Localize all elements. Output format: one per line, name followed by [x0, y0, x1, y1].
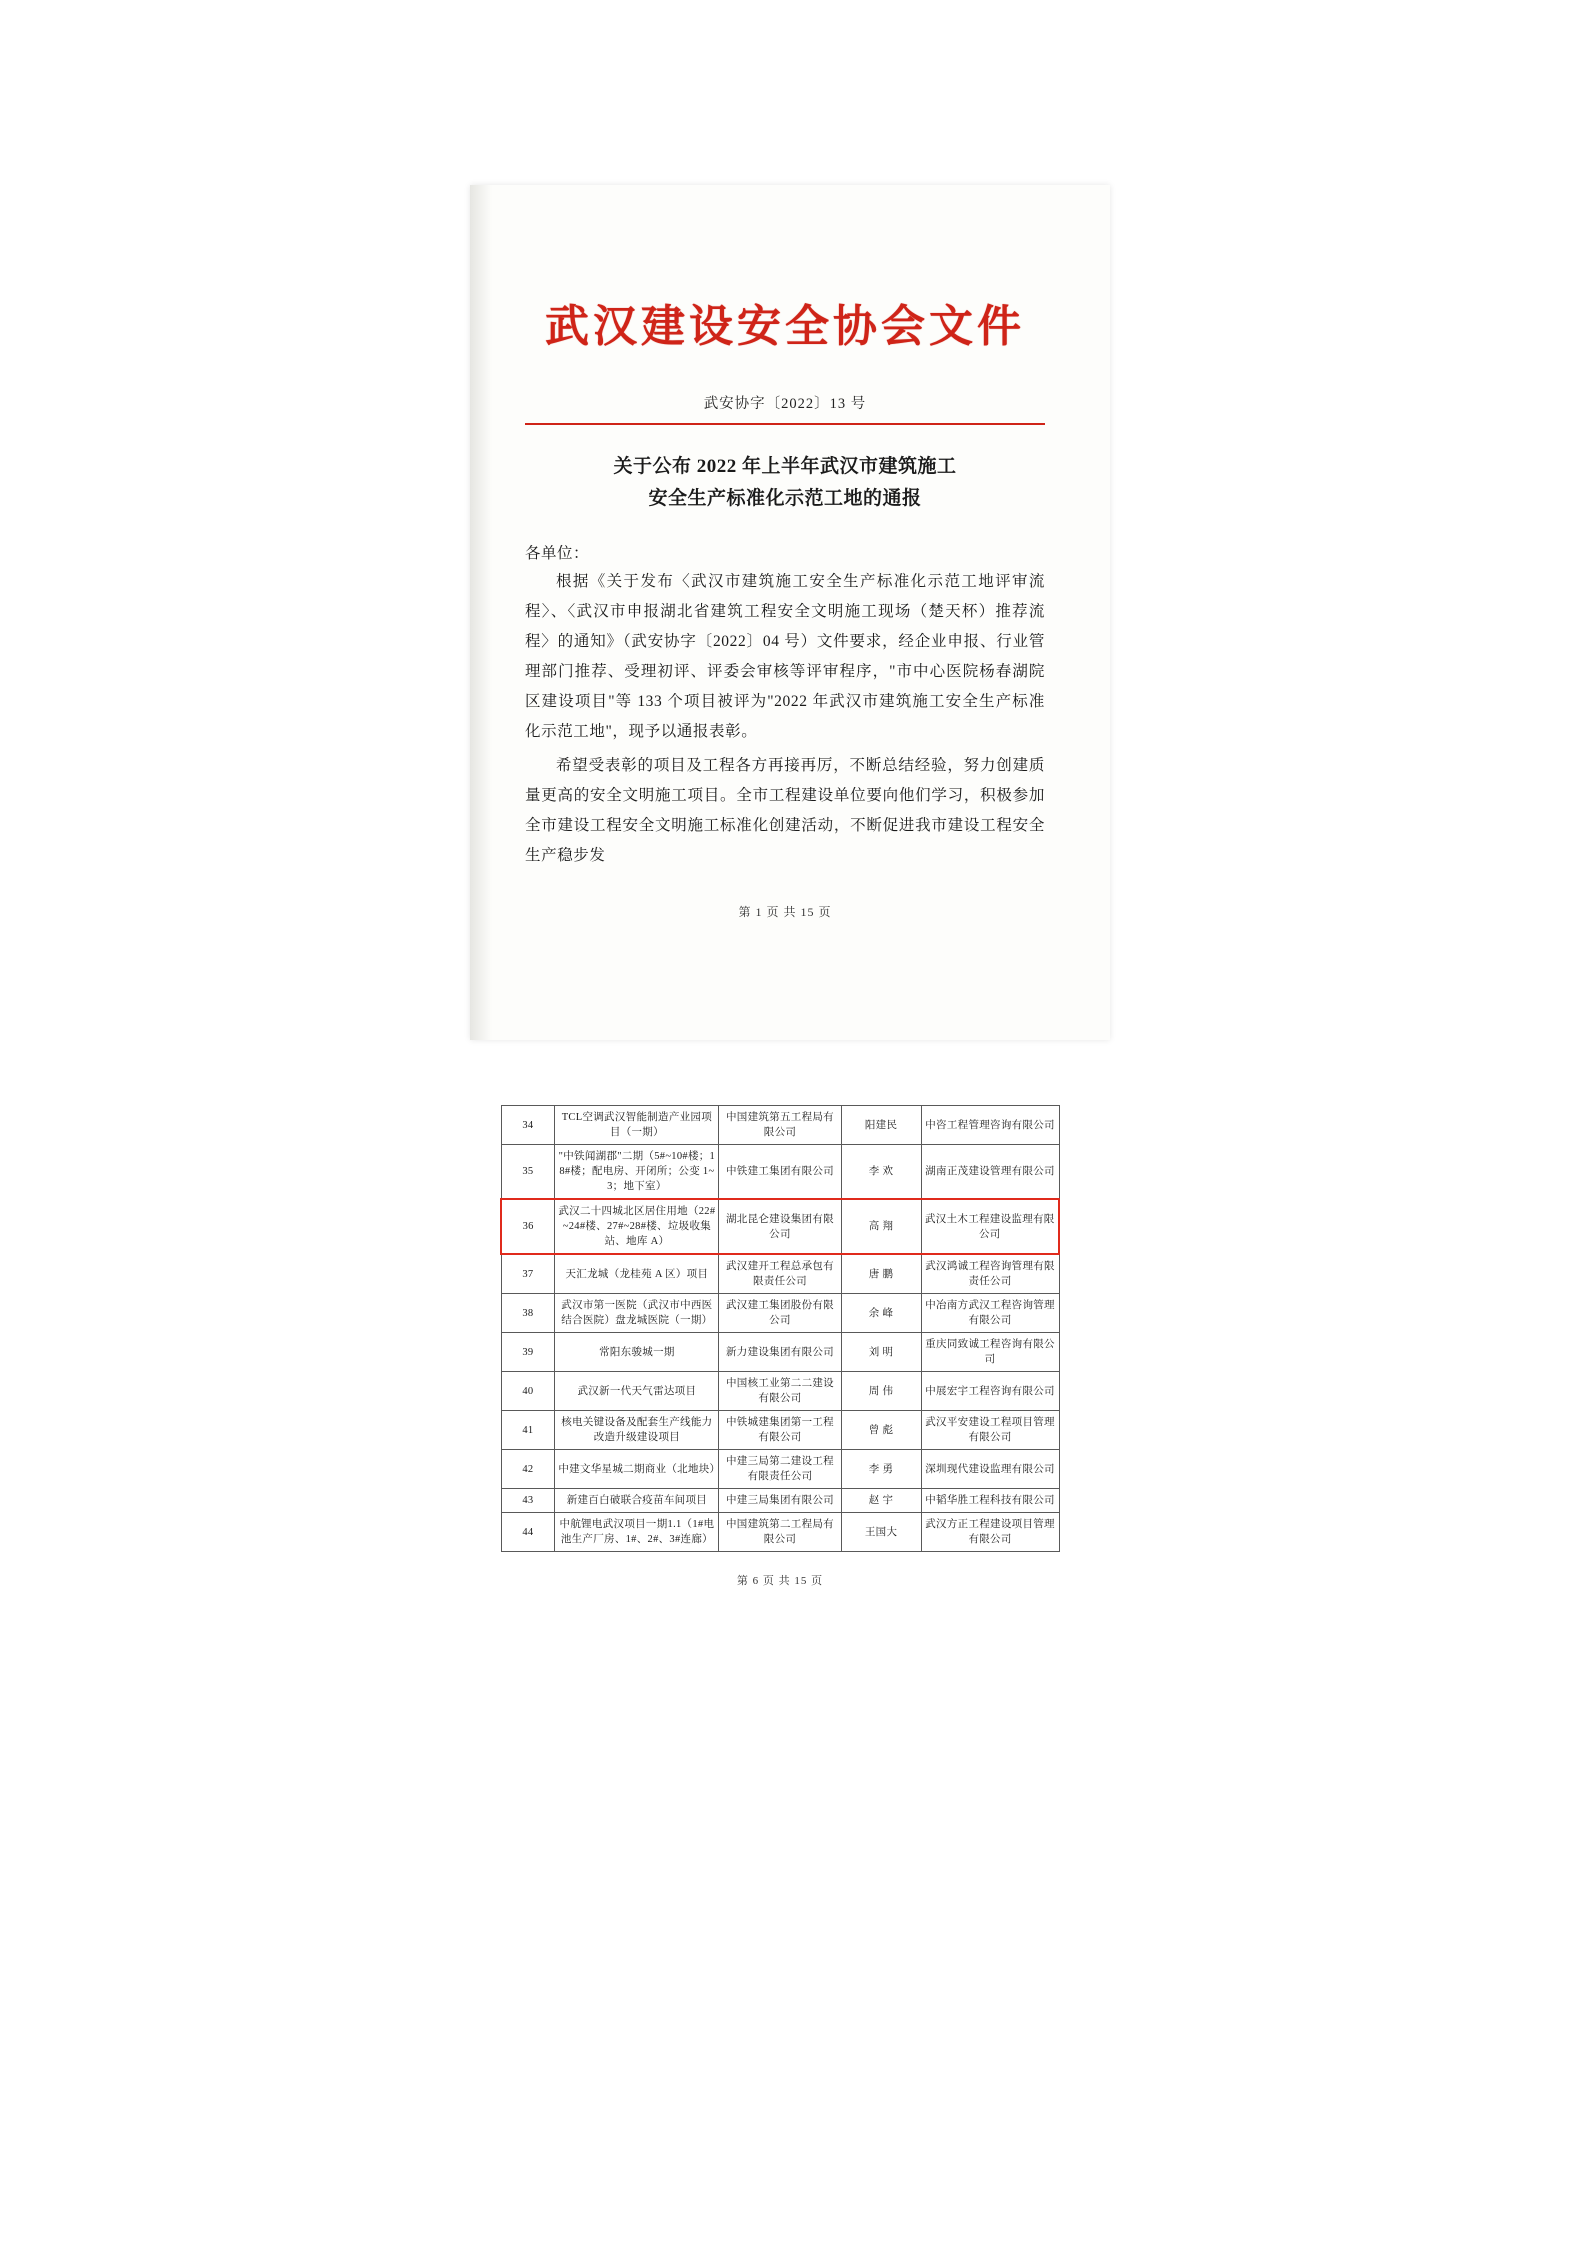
document-number: 武安协字〔2022〕13 号	[703, 396, 867, 412]
cell-index: 44	[501, 1513, 555, 1552]
cell-supervision-company: 武汉鸿诚工程咨询管理有限责任公司	[921, 1254, 1059, 1294]
cell-supervision-company: 武汉土木工程建设监理有限公司	[921, 1199, 1059, 1254]
project-list-table	[500, 1105, 1060, 1552]
table-row	[501, 1489, 1059, 1513]
cell-index: 39	[501, 1333, 555, 1372]
cell-supervision-company: 中冶南方武汉工程咨询管理有限公司	[921, 1294, 1059, 1333]
document-page-1	[470, 185, 1110, 1040]
table-row	[501, 1513, 1059, 1552]
cell-supervision-company: 重庆同致诚工程咨询有限公司	[921, 1333, 1059, 1372]
cell-project-name: 中航锂电武汉项目一期1.1（1#电池生产厂房、1#、2#、3#连廊）	[555, 1513, 719, 1552]
cell-construction-company: 中建三局第二建设工程有限责任公司	[719, 1450, 841, 1489]
cell-project-name: 武汉二十四城北区居住用地（22#~24#楼、27#~28#楼、垃圾收集站、地库 A）	[555, 1199, 719, 1254]
document-paragraph-2: 希望受表彰的项目及工程各方再接再厉，不断总结经验，努力创建质量更高的安全文明施工项目。全市工程建设单位要向他们学习，积极参加全市建设工程安全文明施工标准化创建活动，不断促进我市建设工程安全生产稳步发	[525, 757, 1045, 864]
cell-project-name: 常阳东骏城一期	[555, 1333, 719, 1372]
cell-responsible-person: 阳建民	[841, 1106, 921, 1145]
table-row	[501, 1450, 1059, 1489]
table-row	[501, 1333, 1059, 1372]
cell-construction-company: 中铁城建集团第一工程有限公司	[719, 1411, 841, 1450]
document-salutation: 各单位：	[525, 545, 590, 562]
page-6-footer: 第 6 页 共 15 页	[736, 1575, 824, 1587]
cell-responsible-person: 王国大	[841, 1513, 921, 1552]
table-row	[501, 1199, 1059, 1254]
document-header-title: 武汉建设安全协会文件	[545, 302, 1025, 351]
cell-index: 37	[501, 1254, 555, 1294]
cell-responsible-person: 刘 明	[841, 1333, 921, 1372]
cell-construction-company: 武汉建工集团股份有限公司	[719, 1294, 841, 1333]
cell-construction-company: 新力建设集团有限公司	[719, 1333, 841, 1372]
cell-index: 40	[501, 1372, 555, 1411]
cell-index: 34	[501, 1106, 555, 1145]
table-row	[501, 1411, 1059, 1450]
page-1-footer: 第 1 页 共 15 页	[738, 905, 832, 919]
cell-construction-company: 武汉建开工程总承包有限责任公司	[719, 1254, 841, 1294]
cell-responsible-person: 曾 彪	[841, 1411, 921, 1450]
cell-project-name: 中建文华星城二期商业（北地块）	[555, 1450, 719, 1489]
table-row	[501, 1294, 1059, 1333]
document-page-6	[500, 1105, 1060, 1725]
cell-construction-company: 湖北昆仑建设集团有限公司	[719, 1199, 841, 1254]
document-paragraph-1: 根据《关于发布〈武汉市建筑施工安全生产标准化示范工地评审流程〉、〈武汉市申报湖北省建筑工程安全文明施工现场（楚天杯）推荐流程〉的通知》（武安协字〔2022〕04 号）文件要求，经企业申报、行业管理部门推荐、受理初评、评委会审核等评审程序，"市中心医院杨春湖院区建设项目"等 133 个项目被评为"2022 年武汉市建筑施工安全生产标准化示范工地"，现予以通报表彰。	[525, 573, 1045, 740]
cell-project-name: "中铁闻湖郡"二期（5#~10#楼；18#楼；配电房、开闭所；公变 1~3；地下室）	[555, 1145, 719, 1200]
cell-responsible-person: 赵 宇	[841, 1489, 921, 1513]
cell-responsible-person: 李 勇	[841, 1450, 921, 1489]
table-row	[501, 1106, 1059, 1145]
cell-construction-company: 中建三局集团有限公司	[719, 1489, 841, 1513]
cell-supervision-company: 深圳现代建设监理有限公司	[921, 1450, 1059, 1489]
cell-construction-company: 中国建筑第二工程局有限公司	[719, 1513, 841, 1552]
cell-responsible-person: 周 伟	[841, 1372, 921, 1411]
cell-supervision-company: 中展宏宇工程咨询有限公司	[921, 1372, 1059, 1411]
cell-construction-company: 中国建筑第五工程局有限公司	[719, 1106, 841, 1145]
cell-supervision-company: 武汉平安建设工程项目管理有限公司	[921, 1411, 1059, 1450]
cell-index: 41	[501, 1411, 555, 1450]
cell-supervision-company: 湖南正茂建设管理有限公司	[921, 1145, 1059, 1200]
cell-responsible-person: 余 峰	[841, 1294, 921, 1333]
cell-index: 43	[501, 1489, 555, 1513]
cell-construction-company: 中国核工业第二二建设有限公司	[719, 1372, 841, 1411]
cell-construction-company: 中铁建工集团有限公司	[719, 1145, 841, 1200]
cell-responsible-person: 唐 鹏	[841, 1254, 921, 1294]
document-subject-line-1: 关于公布 2022 年上半年武汉市建筑施工	[613, 456, 957, 477]
cell-project-name: 新建百白破联合疫苗车间项目	[555, 1489, 719, 1513]
table-row	[501, 1372, 1059, 1411]
cell-supervision-company: 中韬华胜工程科技有限公司	[921, 1489, 1059, 1513]
cell-index: 42	[501, 1450, 555, 1489]
cell-project-name: 武汉市第一医院（武汉市中西医结合医院）盘龙城医院（一期）	[555, 1294, 719, 1333]
page-1-content	[525, 225, 1045, 920]
cell-responsible-person: 高 翔	[841, 1199, 921, 1254]
red-divider-rule	[525, 423, 1045, 425]
cell-project-name: 核电关键设备及配套生产线能力改造升级建设项目	[555, 1411, 719, 1450]
cell-index: 35	[501, 1145, 555, 1200]
cell-project-name: TCL空调武汉智能制造产业园项目（一期）	[555, 1106, 719, 1145]
cell-project-name: 武汉新一代天气雷达项目	[555, 1372, 719, 1411]
project-list-table-body	[501, 1106, 1059, 1552]
cell-supervision-company: 中咨工程管理咨询有限公司	[921, 1106, 1059, 1145]
cell-project-name: 天汇龙城（龙桂苑 A 区）项目	[555, 1254, 719, 1294]
document-subject	[525, 451, 1045, 515]
document-subject-line-2: 安全生产标准化示范工地的通报	[648, 488, 922, 509]
cell-index: 36	[501, 1199, 555, 1254]
cell-index: 38	[501, 1294, 555, 1333]
table-row	[501, 1145, 1059, 1200]
table-row	[501, 1254, 1059, 1294]
cell-responsible-person: 李 欢	[841, 1145, 921, 1200]
cell-supervision-company: 武汉方正工程建设项目管理有限公司	[921, 1513, 1059, 1552]
